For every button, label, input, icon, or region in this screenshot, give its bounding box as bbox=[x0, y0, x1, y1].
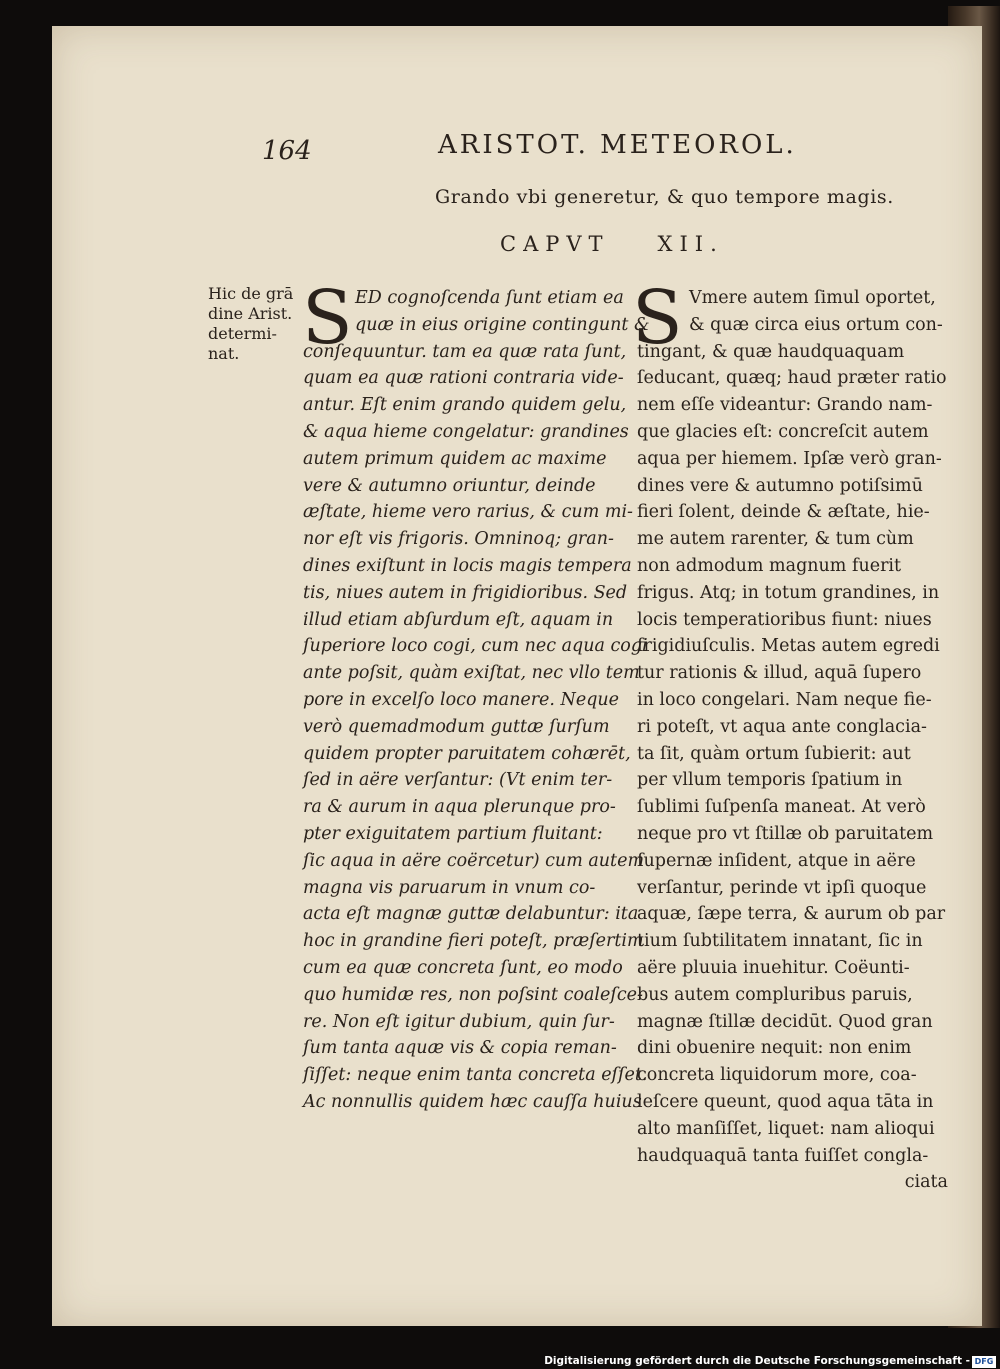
text-line: aqua per hiemem. Ipſæ verò gran- bbox=[637, 448, 942, 469]
text-line: ta ſit, quàm ortum ſubierit: aut bbox=[637, 743, 911, 764]
text-line: ri poteſt, vt aqua ante conglacia- bbox=[637, 716, 927, 737]
text-line: acta eſt magnæ guttæ delabuntur: ita bbox=[303, 904, 639, 925]
text-line: vere & autumno oriuntur, deinde bbox=[303, 475, 596, 496]
text-line: Ac nonnullis quidem hæc cauſſa huius bbox=[303, 1091, 642, 1112]
chapter-label: CAPVT bbox=[500, 232, 610, 256]
text-line: & quæ circa eius ortum con- bbox=[689, 314, 943, 335]
text-line: tingant, & quæ haudquaquam bbox=[637, 341, 905, 362]
funding-credit: Digitalisierung gefördert durch die Deutsche Forschungsgemeinschaft - bbox=[544, 1355, 970, 1367]
text-line: æſtate, hieme vero rarius, & cum mi- bbox=[303, 502, 633, 523]
text-line: tium ſubtilitatem innatant, ſic in bbox=[637, 931, 923, 952]
text-line: quæ in eius origine contingunt & bbox=[355, 314, 650, 335]
text-line: bus autem compluribus paruis, bbox=[637, 984, 913, 1005]
catchword: ciata bbox=[904, 1172, 948, 1193]
text-line: in loco congelari. Nam neque fie- bbox=[637, 689, 932, 710]
text-line: & aqua hieme congelatur: grandines bbox=[303, 421, 629, 442]
text-line: ED cognoſcenda ſunt etiam ea bbox=[355, 288, 624, 308]
text-line: ſum tanta aquæ vis & copia reman- bbox=[303, 1038, 617, 1059]
text-line: ſuperiore loco cogi, cum nec aqua cogi bbox=[303, 636, 648, 657]
text-line: nor eſt vis frigoris. Omninoq; gran- bbox=[303, 529, 614, 550]
text-line: dines vere & autumno potiſsimū bbox=[637, 475, 923, 496]
text-line: ante poſsit, quàm exiſtat, nec vllo tem bbox=[303, 663, 640, 684]
text-line: hoc in grandine fieri poteſt, præſertim bbox=[303, 931, 644, 952]
text-line: ſeducant, quæq; haud præter ratio bbox=[637, 368, 947, 389]
dfg-logo: DFG bbox=[972, 1356, 996, 1368]
text-line: alto manſiſſet, liquet: nam alioqui bbox=[637, 1118, 935, 1139]
running-head: ARISTOT. METEOROL. bbox=[438, 130, 797, 160]
text-line: magnæ ſtillæ decidūt. Quod gran bbox=[637, 1011, 933, 1032]
text-line: me autem rarenter, & tum cùm bbox=[637, 529, 914, 550]
margin-note bbox=[208, 284, 298, 364]
text-line: quidem propter paruitatem cohærēt, bbox=[303, 743, 631, 764]
text-line: ſupernæ inſident, atque in aëre bbox=[637, 850, 916, 871]
text-line: frigidiuſculis. Metas autem egredi bbox=[637, 636, 940, 657]
text-line: autem primum quidem ac maxime bbox=[303, 448, 607, 469]
text-line: per vllum temporis ſpatium in bbox=[637, 770, 903, 791]
text-line: ra & aurum in aqua plerunque pro- bbox=[303, 797, 616, 818]
text-line: fieri ſolent, deinde & æſtate, hie- bbox=[637, 502, 930, 523]
text-line: dines exiſtunt in locis magis tempera bbox=[303, 555, 632, 576]
text-line: ſic aqua in aëre coërcetur) cum autem bbox=[303, 850, 645, 871]
text-line: re. Non eſt igitur dubium, quin ſur- bbox=[303, 1011, 615, 1032]
text-line: pore in excelſo loco manere. Neque bbox=[303, 689, 620, 710]
text-line: quam ea quæ rationi contraria vide- bbox=[303, 368, 624, 389]
text-line: aëre pluuia inuehitur. Coëunti- bbox=[637, 957, 910, 978]
left-dropcap: S bbox=[302, 275, 353, 361]
text-line: non admodum magnum fuerit bbox=[637, 555, 902, 576]
text-line: que glacies eſt: concreſcit autem bbox=[637, 421, 929, 442]
margin-note-line: nat. bbox=[208, 344, 240, 363]
text-line: conſequuntur. tam ea quæ rata ſunt, bbox=[303, 341, 627, 362]
text-line: leſcere queunt, quod aqua tāta in bbox=[637, 1091, 934, 1112]
text-line: locis temperatioribus fiunt: niues bbox=[637, 609, 932, 630]
text-line: aquæ, ſæpe terra, & aurum ob par bbox=[637, 904, 946, 925]
text-line: antur. Eſt enim grando quidem gelu, bbox=[303, 395, 627, 416]
text-line: ſublimi ſuſpenſa maneat. At verò bbox=[637, 797, 926, 818]
chapter-number: XII. bbox=[657, 232, 724, 256]
text-line: tis, niues autem in frigidioribus. Sed bbox=[303, 582, 628, 603]
text-line: ſed in aëre verſantur: (Vt enim ter- bbox=[303, 770, 613, 791]
margin-note-line: dine Arist. bbox=[208, 304, 293, 323]
text-line: neque pro vt ſtillæ ob paruitatem bbox=[637, 823, 934, 844]
margin-note-line: Hic de grā bbox=[208, 284, 294, 303]
chapter-subtitle: Grando vbi generetur, & quo tempore magis. bbox=[435, 186, 894, 208]
text-line: cum ea quæ concreta ſunt, eo modo bbox=[303, 957, 623, 978]
chapter-heading bbox=[500, 232, 724, 256]
text-line: quo humidæ res, non poſsint coaleſce- bbox=[303, 984, 643, 1005]
margin-note-line: determi- bbox=[208, 324, 277, 343]
text-line: nem eſſe videantur: Grando nam- bbox=[637, 395, 933, 416]
right-column-text bbox=[637, 285, 952, 1196]
text-line: haudquaquā tanta fuiſſet congla- bbox=[637, 1145, 929, 1166]
text-line: dini obuenire nequit: non enim bbox=[637, 1038, 912, 1059]
right-dropcap: S bbox=[632, 275, 683, 361]
text-line: illud etiam abſurdum eſt, aquam in bbox=[303, 609, 614, 630]
text-line: magna vis paruarum in vnum co- bbox=[303, 877, 596, 898]
text-line: Vmere autem ſimul oportet, bbox=[689, 288, 936, 308]
page-number: 164 bbox=[262, 136, 312, 166]
text-line: concreta liquidorum more, coa- bbox=[637, 1065, 917, 1086]
text-line: verò quemadmodum guttæ ſurſum bbox=[303, 716, 610, 737]
text-line: frigus. Atq; in totum grandines, in bbox=[637, 582, 940, 603]
text-line: tur rationis & illud, aquā ſupero bbox=[637, 663, 922, 684]
text-line: pter exiguitatem partium fluitant: bbox=[303, 823, 603, 844]
text-line: ſiſſet: neque enim tanta concreta eſſet. bbox=[303, 1065, 648, 1086]
text-line: verſantur, perinde vt ipſi quoque bbox=[637, 877, 927, 898]
left-column-text bbox=[303, 285, 650, 1116]
